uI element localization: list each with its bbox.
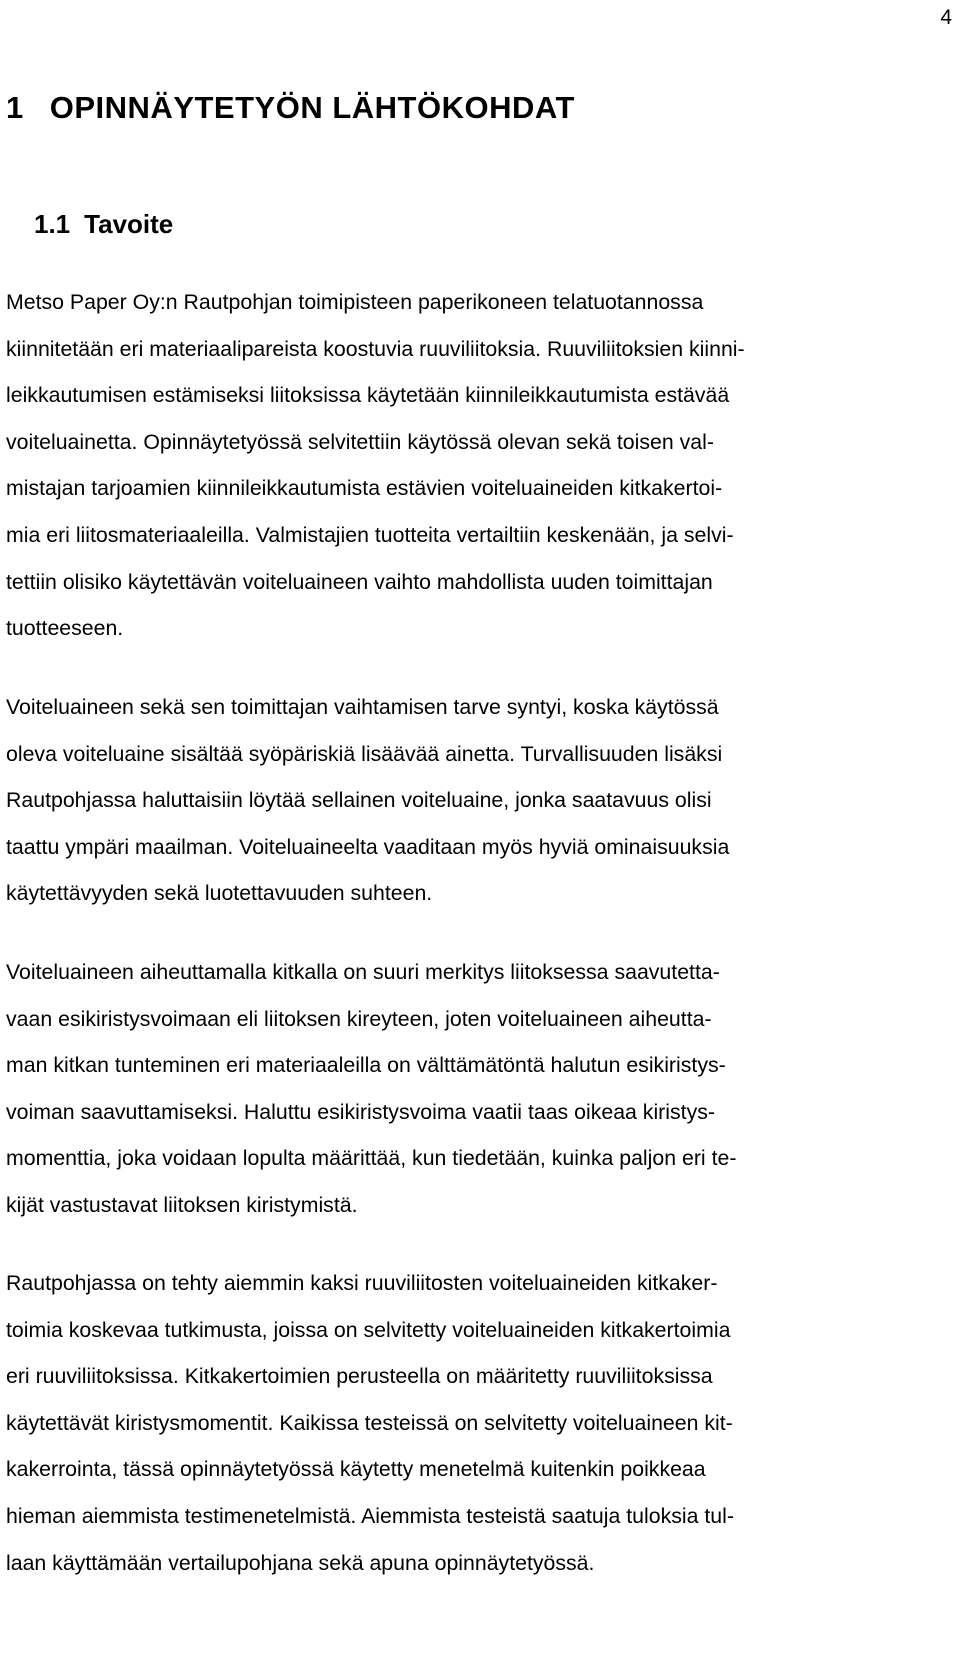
text-line: kiinnitetään eri materiaalipareista koostuvia ruuviliitoksia. Ruuviliitoksien kiinni- xyxy=(6,336,745,361)
text-line: käytettävät kiristysmomentit. Kaikissa testeissä on selvitetty voiteluaineen kit- xyxy=(6,1410,733,1435)
text-line: Metso Paper Oy:n Rautpohjan toimipisteen paperikoneen telatuotannossa xyxy=(6,290,704,314)
text-line: kijät vastustavat liitoksen kiristymistä. xyxy=(6,1192,358,1217)
text-line: Rautpohjassa on tehty aiemmin kaksi ruuviliitosten voiteluaineiden kitkaker- xyxy=(6,1271,718,1295)
section-number: 1.1 xyxy=(34,209,71,239)
text-line: voiman saavuttamiseksi. Haluttu esikiristysvoima vaatii taas oikeaa kiristys- xyxy=(6,1099,715,1124)
text-line: hieman aiemmista testimenetelmistä. Aiemmista testeistä saatuja tuloksia tul- xyxy=(6,1503,734,1528)
text-line: mia eri liitosmateriaaleilla. Valmistajien tuotteita vertailtiin keskenään, ja selvi- xyxy=(6,522,734,547)
chapter-heading xyxy=(6,90,575,126)
text-line: Voiteluaineen sekä sen toimittajan vaihtamisen tarve syntyi, koska käytössä xyxy=(6,695,719,719)
text-line: leikkautumisen estämiseksi liitoksissa käytetään kiinnileikkautumista estävää xyxy=(6,383,730,408)
text-line: mistajan tarjoamien kiinnileikkautumista estävien voiteluaineiden kitkakertoi- xyxy=(6,476,723,501)
text-line: Rautpohjassa haluttaisiin löytää sellainen voiteluaine, jonka saatavuus olisi xyxy=(6,788,712,813)
chapter-title: OPINNÄYTETYÖN LÄHTÖKOHDAT xyxy=(49,90,575,125)
section-title: Tavoite xyxy=(84,209,174,239)
text-line: taattu ympäri maailman. Voiteluaineelta vaaditaan myös hyviä ominaisuuksia xyxy=(6,834,730,859)
chapter-number: 1 xyxy=(6,90,24,125)
paragraph-friction xyxy=(6,949,936,1229)
paragraph-goal xyxy=(6,279,936,652)
page-number: 4 xyxy=(940,6,952,29)
text-line: toimia koskevaa tutkimusta, joissa on selvitetty voiteluaineiden kitkakertoimia xyxy=(6,1317,731,1342)
section-heading xyxy=(34,209,173,240)
paragraph-previous-studies xyxy=(6,1260,936,1586)
text-line: voiteluainetta. Opinnäytetyössä selvitettiin käytössä olevan sekä toisen val- xyxy=(6,429,714,454)
text-line: man kitkan tunteminen eri materiaaleilla on välttämätöntä halutun esikiristys- xyxy=(6,1053,726,1078)
text-line: oleva voiteluaine sisältää syöpäriskiä lisäävää ainetta. Turvallisuuden lisäksi xyxy=(6,741,723,766)
text-line: vaan esikiristysvoimaan eli liitoksen kireyteen, joten voiteluaineen aiheutta- xyxy=(6,1006,712,1031)
text-line: kakerrointa, tässä opinnäytetyössä käytetty menetelmä kuitenkin poikkeaa xyxy=(6,1457,706,1482)
text-line: tettiin olisiko käytettävän voiteluaineen vaihto mahdollista uuden toimittajan xyxy=(6,569,713,594)
text-line: käytettävyyden sekä luotettavuuden suhteen. xyxy=(6,881,433,906)
text-line: laan käyttämään vertailupohjana sekä apuna opinnäytetyössä. xyxy=(6,1550,595,1575)
text-line: Voiteluaineen aiheuttamalla kitkalla on suuri merkitys liitoksessa saavutetta- xyxy=(6,960,720,984)
text-line: tuotteeseen. xyxy=(6,616,124,641)
paragraph-need-for-change xyxy=(6,684,936,917)
text-line: eri ruuviliitoksissa. Kitkakertoimien perusteella on määritetty ruuviliitoksissa xyxy=(6,1364,713,1389)
text-line: momenttia, joka voidaan lopulta määrittää, kun tiedetään, kuinka paljon eri te- xyxy=(6,1146,737,1171)
